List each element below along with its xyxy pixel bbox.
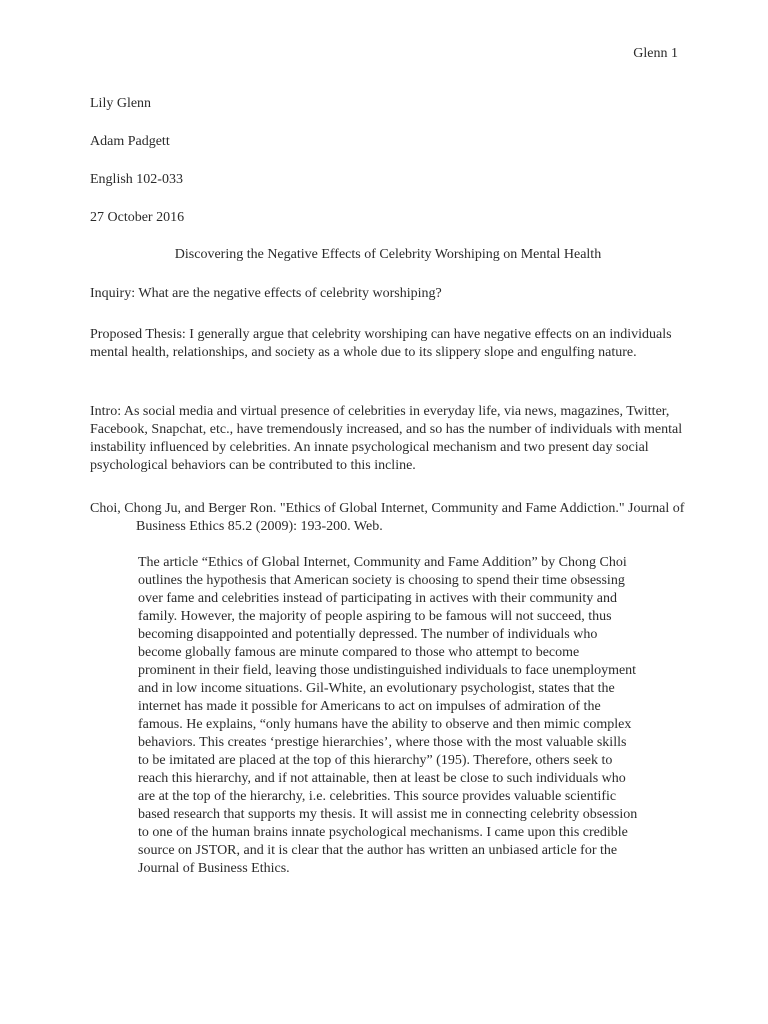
student-name: Lily Glenn <box>90 96 152 111</box>
running-head: Glenn 1 <box>633 46 678 61</box>
annotation-line: are at the top of the hierarchy, i.e. celebrities. This source provides valuable scientific <box>138 789 617 804</box>
inquiry-paragraph: Inquiry: What are the negative effects of celebrity worshiping? <box>90 286 442 301</box>
annotation-line: Journal of Business Ethics. <box>138 861 290 876</box>
annotation-line: outlines the hypothesis that American society is choosing to spend their time obsessing <box>138 573 625 588</box>
annotation-line: internet has made it possible for Americans to act on impulses of admiration of the <box>138 699 601 714</box>
citation-entry: Choi, Chong Ju, and Berger Ron. "Ethics of Global Internet, Community and Fame Addiction." Journal of Business Ethics 85.2 (2009): 193-200. Web. <box>90 501 685 534</box>
annotation-paragraph <box>138 554 686 878</box>
annotation-line: family. However, the majority of people aspiring to be famous will not succeed, thus <box>138 609 612 624</box>
paper-title: Discovering the Negative Effects of Celebrity Worshiping on Mental Health <box>174 247 602 262</box>
thesis-paragraph: Proposed Thesis: I generally argue that celebrity worshiping can have negative effects on an individuals mental health, relationships, and society as a whole due to its slippery slope and engulfing nature. <box>90 327 672 360</box>
intro-paragraph: Intro: As social media and virtual presence of celebrities in everyday life, via news, magazines, Twitter, Facebook, Snapchat, etc., have tremendously increased, and so has the number of individuals with mental instability influenced by celebrities. An innate psychological mechanism and two present day social psychological behaviors can be contributed to this incline. <box>90 404 683 473</box>
annotation-line: behaviors. This creates ‘prestige hierarchies’, where those with the most valuable skills <box>138 735 627 750</box>
annotation-line: prominent in their field, leaving those undistinguished individuals to face unemployment <box>138 663 637 678</box>
annotation-line: and in low income situations. Gil-White, an evolutionary psychologist, states that the <box>138 681 615 696</box>
annotation-line: source on JSTOR, and it is clear that the author has written an unbiased article for the <box>138 843 618 858</box>
annotation-line: become globally famous are minute compared to those who attempt to become <box>138 645 580 660</box>
date: 27 October 2016 <box>90 210 185 225</box>
annotation-line: to be imitated are placed at the top of this hierarchy” (195). Therefore, others seek to <box>138 753 613 768</box>
course-name: English 102-033 <box>90 172 183 187</box>
annotation-line: becoming disappointed and potentially depressed. The number of individuals who <box>138 627 598 642</box>
annotation-line: reach this hierarchy, and if not attainable, then at least be close to such individuals who <box>138 771 626 786</box>
annotation-line: The article “Ethics of Global Internet, Community and Fame Addition” by Chong Choi <box>138 555 627 570</box>
annotation-line: over fame and celebrities instead of participating in actives with their community and <box>138 591 617 606</box>
annotation-line: based research that supports my thesis. It will assist me in connecting celebrity obsession <box>138 807 638 822</box>
annotation-line: famous. He explains, “only humans have the ability to observe and then mimic complex <box>138 717 632 732</box>
annotation-line: to one of the human brains innate psychological mechanisms. I came upon this credible <box>138 825 628 840</box>
instructor-name: Adam Padgett <box>90 134 170 149</box>
